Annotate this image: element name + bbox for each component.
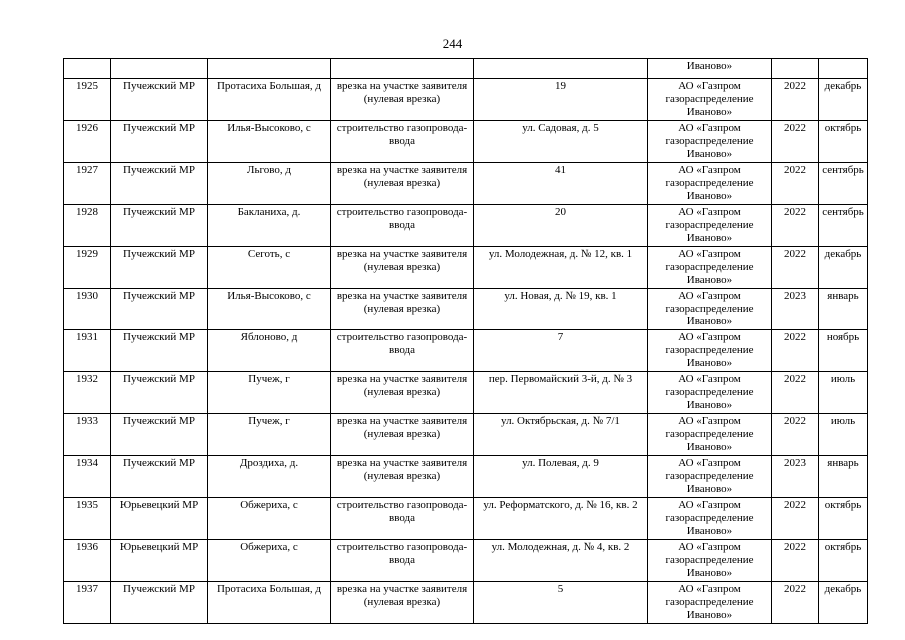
cell-number: 1931 xyxy=(64,330,111,372)
cell-organization: АО «Газпром газораспределение Иваново» xyxy=(648,456,772,498)
cell-district: Пучежский МР xyxy=(111,330,208,372)
cell-year: 2022 xyxy=(772,246,819,288)
cell-work-type: врезка на участке заявителя (нулевая врезка) xyxy=(331,581,474,623)
cell-number: 1925 xyxy=(64,79,111,121)
cell-address xyxy=(474,59,648,79)
cell-district: Пучежский МР xyxy=(111,581,208,623)
table-row xyxy=(64,79,868,121)
cell-month: октябрь xyxy=(819,120,868,162)
table-row xyxy=(64,204,868,246)
cell-number: 1930 xyxy=(64,288,111,330)
cell-organization: АО «Газпром газораспределение Иваново» xyxy=(648,246,772,288)
cell-district: Пучежский МР xyxy=(111,456,208,498)
cell-organization: АО «Газпром газораспределение Иваново» xyxy=(648,372,772,414)
table-row xyxy=(64,372,868,414)
cell-year: 2022 xyxy=(772,204,819,246)
cell-number: 1927 xyxy=(64,162,111,204)
table-row xyxy=(64,539,868,581)
cell-month: декабрь xyxy=(819,246,868,288)
cell-number: 1937 xyxy=(64,581,111,623)
table-row xyxy=(64,288,868,330)
cell-month: сентябрь xyxy=(819,204,868,246)
cell-district: Юрьевецкий МР xyxy=(111,498,208,540)
cell-number: 1932 xyxy=(64,372,111,414)
table-body xyxy=(64,59,868,624)
cell-work-type xyxy=(331,59,474,79)
table-row xyxy=(64,330,868,372)
cell-settlement: Обжериха, с xyxy=(208,539,331,581)
cell-month: ноябрь xyxy=(819,330,868,372)
cell-address: ул. Садовая, д. 5 xyxy=(474,120,648,162)
cell-work-type: врезка на участке заявителя (нулевая врезка) xyxy=(331,456,474,498)
cell-year: 2022 xyxy=(772,120,819,162)
cell-district: Юрьевецкий МР xyxy=(111,539,208,581)
cell-year: 2023 xyxy=(772,288,819,330)
cell-address: 19 xyxy=(474,79,648,121)
cell-district: Пучежский МР xyxy=(111,79,208,121)
cell-month: январь xyxy=(819,288,868,330)
cell-month: сентябрь xyxy=(819,162,868,204)
cell-number: 1936 xyxy=(64,539,111,581)
cell-district: Пучежский МР xyxy=(111,162,208,204)
cell-number xyxy=(64,59,111,79)
cell-district: Пучежский МР xyxy=(111,372,208,414)
cell-year: 2022 xyxy=(772,330,819,372)
cell-work-type: строительство газопровода-ввода xyxy=(331,330,474,372)
cell-organization: АО «Газпром газораспределение Иваново» xyxy=(648,288,772,330)
cell-work-type: врезка на участке заявителя (нулевая врезка) xyxy=(331,246,474,288)
cell-year: 2022 xyxy=(772,79,819,121)
cell-organization: АО «Газпром газораспределение Иваново» xyxy=(648,162,772,204)
cell-organization: АО «Газпром газораспределение Иваново» xyxy=(648,204,772,246)
cell-organization: АО «Газпром газораспределение Иваново» xyxy=(648,539,772,581)
table-row xyxy=(64,498,868,540)
cell-organization: АО «Газпром газораспределение Иваново» xyxy=(648,498,772,540)
cell-work-type: строительство газопровода-ввода xyxy=(331,120,474,162)
cell-month: июль xyxy=(819,414,868,456)
cell-month: январь xyxy=(819,456,868,498)
cell-year: 2022 xyxy=(772,162,819,204)
table-row xyxy=(64,162,868,204)
gas-connection-registry-table xyxy=(63,58,868,624)
cell-organization: Иваново» xyxy=(648,59,772,79)
cell-settlement: Льгово, д xyxy=(208,162,331,204)
cell-settlement: Пучеж, г xyxy=(208,372,331,414)
cell-organization: АО «Газпром газораспределение Иваново» xyxy=(648,581,772,623)
cell-year: 2022 xyxy=(772,581,819,623)
cell-work-type: строительство газопровода-ввода xyxy=(331,498,474,540)
cell-month: октябрь xyxy=(819,498,868,540)
table-row-continuation xyxy=(64,59,868,79)
cell-district: Пучежский МР xyxy=(111,288,208,330)
table-row xyxy=(64,581,868,623)
page-number: 244 xyxy=(442,36,463,51)
cell-settlement: Протасиха Большая, д xyxy=(208,581,331,623)
cell-year: 2022 xyxy=(772,372,819,414)
cell-address: 41 xyxy=(474,162,648,204)
cell-address: ул. Реформатского, д. № 16, кв. 2 xyxy=(474,498,648,540)
cell-month: декабрь xyxy=(819,581,868,623)
cell-settlement: Дроздиха, д. xyxy=(208,456,331,498)
cell-organization: АО «Газпром газораспределение Иваново» xyxy=(648,79,772,121)
cell-number: 1934 xyxy=(64,456,111,498)
cell-month: октябрь xyxy=(819,539,868,581)
cell-address: ул. Молодежная, д. № 12, кв. 1 xyxy=(474,246,648,288)
cell-settlement: Яблоново, д xyxy=(208,330,331,372)
cell-number: 1935 xyxy=(64,498,111,540)
cell-work-type: врезка на участке заявителя (нулевая врезка) xyxy=(331,162,474,204)
cell-district: Пучежский МР xyxy=(111,120,208,162)
cell-settlement: Обжериха, с xyxy=(208,498,331,540)
cell-settlement: Пучеж, г xyxy=(208,414,331,456)
cell-address: ул. Новая, д. № 19, кв. 1 xyxy=(474,288,648,330)
cell-work-type: строительство газопровода-ввода xyxy=(331,539,474,581)
cell-year xyxy=(772,59,819,79)
cell-number: 1929 xyxy=(64,246,111,288)
cell-work-type: врезка на участке заявителя (нулевая врезка) xyxy=(331,79,474,121)
table-row xyxy=(64,414,868,456)
cell-address: ул. Октябрьская, д. № 7/1 xyxy=(474,414,648,456)
cell-year: 2023 xyxy=(772,456,819,498)
cell-district: Пучежский МР xyxy=(111,204,208,246)
cell-work-type: врезка на участке заявителя (нулевая врезка) xyxy=(331,372,474,414)
cell-number: 1926 xyxy=(64,120,111,162)
cell-address: пер. Первомайский 3-й, д. № 3 xyxy=(474,372,648,414)
cell-settlement: Илья-Высоково, с xyxy=(208,120,331,162)
cell-year: 2022 xyxy=(772,498,819,540)
cell-number: 1928 xyxy=(64,204,111,246)
cell-organization: АО «Газпром газораспределение Иваново» xyxy=(648,330,772,372)
cell-organization: АО «Газпром газораспределение Иваново» xyxy=(648,414,772,456)
cell-settlement xyxy=(208,59,331,79)
cell-year: 2022 xyxy=(772,414,819,456)
cell-address: ул. Полевая, д. 9 xyxy=(474,456,648,498)
cell-month: декабрь xyxy=(819,79,868,121)
cell-work-type: врезка на участке заявителя (нулевая врезка) xyxy=(331,288,474,330)
cell-year: 2022 xyxy=(772,539,819,581)
table-row xyxy=(64,456,868,498)
cell-settlement: Сеготь, с xyxy=(208,246,331,288)
cell-district: Пучежский МР xyxy=(111,246,208,288)
cell-month xyxy=(819,59,868,79)
table-row xyxy=(64,120,868,162)
cell-organization: АО «Газпром газораспределение Иваново» xyxy=(648,120,772,162)
cell-settlement: Илья-Высоково, с xyxy=(208,288,331,330)
cell-settlement: Бакланиха, д. xyxy=(208,204,331,246)
cell-address: 7 xyxy=(474,330,648,372)
cell-address: 5 xyxy=(474,581,648,623)
cell-district: Пучежский МР xyxy=(111,414,208,456)
cell-settlement: Протасиха Большая, д xyxy=(208,79,331,121)
cell-number: 1933 xyxy=(64,414,111,456)
cell-district xyxy=(111,59,208,79)
cell-work-type: врезка на участке заявителя (нулевая врезка) xyxy=(331,414,474,456)
table-row xyxy=(64,246,868,288)
cell-work-type: строительство газопровода-ввода xyxy=(331,204,474,246)
cell-address: 20 xyxy=(474,204,648,246)
cell-month: июль xyxy=(819,372,868,414)
cell-address: ул. Молодежная, д. № 4, кв. 2 xyxy=(474,539,648,581)
